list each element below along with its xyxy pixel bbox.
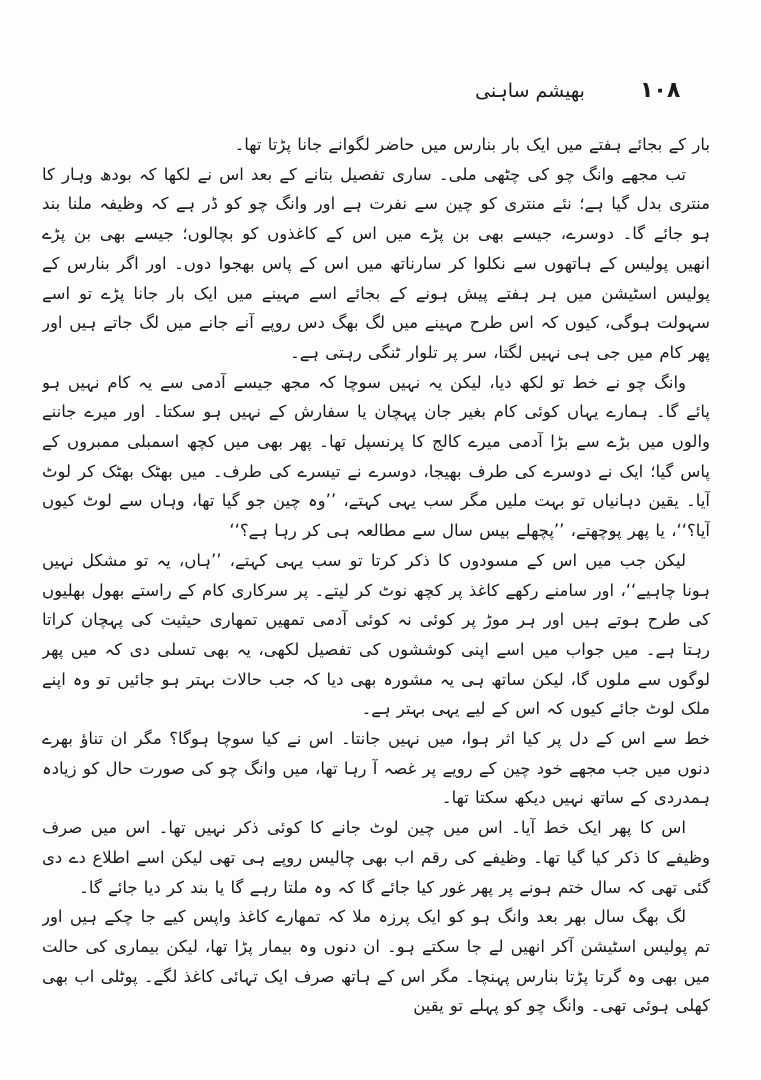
paragraph-1: بار کے بجائے ہفتے میں ایک بار بنارس میں حاضر لگوانے جانا پڑتا تھا۔ <box>234 135 710 154</box>
body-text <box>42 130 710 1030</box>
running-head-author: بھیشم ساہنی <box>475 80 585 102</box>
paragraph-5: خط سے اس کے دل پر کیا اثر ہوا، میں نہیں جانتا۔ اس نے کیا سوچا ہوگا؟ مگر ان تناؤ بھرے دنوں میں جب مجھے خود چین کے رویے پر غصہ آ رہا تھا، میں وانگ چو کی صورت حال کو زیادہ ہمدردی کے ساتھ نہیں دیکھ سکتا تھا۔ <box>42 729 710 808</box>
paragraph-3: وانگ چو نے خط تو لکھ دیا، لیکن یہ نہیں سوچا کہ مجھ جیسے آدمی سے یہ کام نہیں ہو پائے گا۔ ہمارے یہاں کوئی کام بغیر جان پہچان یا سفارش کے نہیں ہو سکتا۔ اور میرے جاننے والوں میں بڑے سے بڑا آدمی میرے کالج کا پرنسپل تھا۔ پھر بھی میں کچھ اسمبلی ممبروں کے پاس گیا؛ ایک نے دوسرے کی طرف بھیجا، دوسرے نے تیسرے کی طرف۔ میں بھٹک بھٹک کر لوٹ آیا۔ یقین دہانیاں تو بہت ملیں مگر سب یہی کہتے، ’’وہ چین جو گیا تھا، وہاں سے لوٹ کیوں آیا؟‘‘، یا پھر پوچھتے، ’’پچھلے بیس سال سے مطالعہ ہی کر رہا ہے؟‘‘ <box>42 372 710 541</box>
paragraph-7: لگ بھگ سال بھر بعد وانگ ہو کو ایک پرزہ ملا کہ تمھارے کاغذ واپس کیے جا چکے ہیں اور تم پولیس اسٹیشن آکر انھیں لے جا سکتے ہو۔ ان دنوں وہ بیمار پڑا تھا، لیکن بیماری کی حالت میں بھی وہ گرتا پڑتا بنارس پہنچا۔ مگر اس کے ہاتھ صرف ایک تہائی کاغذ لگے۔ پوٹلی اب بھی کھلی ہوئی تھی۔ وانگ چو کو پہلے تو یقین <box>42 907 710 1016</box>
paragraph-6: اس کا پھر ایک خط آیا۔ اس میں چین لوٹ جانے کا کوئی ذکر نہیں تھا۔ اس میں صرف وظیفے کا ذکر کیا گیا تھا۔ وظیفے کی رقم اب بھی چالیس روپے ہی تھی لیکن اسے اطلاع دے دی گئی تھی کہ سال ختم ہونے پر پھر غور کیا جائے گا کہ وہ ملتا رہے گا یا بند کر دیا جائے گا۔ <box>42 818 710 897</box>
page-header <box>0 78 761 112</box>
page-number: ۱۰۸ <box>640 78 681 103</box>
paragraph-2: تب مجھے وانگ چو کی چٹھی ملی۔ ساری تفصیل بتانے کے بعد اس نے لکھا کہ بودھ وہار کا منتری بدل گیا ہے؛ نئے منتری کو چین سے نفرت ہے اور وانگ چو کو ڈر ہے کہ وظیفہ ملنا بند ہو جائے گا۔ دوسرے، جیسے بھی بن پڑے میں اس کے کاغذوں کو بچالوں؛ جیسے بھی بن پڑے انھیں پولیس کے ہاتھوں سے نکلوا کر سارناتھ میں اس کے پاس بھجوا دوں۔ اور اگر بنارس کے پولیس اسٹیشن میں ہر ہفتے پیش ہونے کے بجائے اسے مہینے میں ایک بار جانا پڑے تو اسے سہولت ہوگی، کیوں کہ اس طرح مہینے میں لگ بھگ دس روپے آنے جانے میں لگ جاتے ہیں اور پھر کام میں جی ہی نہیں لگتا، سر پر تلوار ٹنگی رہتی ہے۔ <box>42 164 710 362</box>
paragraph-4: لیکن جب میں اس کے مسودوں کا ذکر کرتا تو سب یہی کہتے، ’’ہاں، یہ تو مشکل نہیں ہونا چاہیے‘‘، اور سامنے رکھے کاغذ پر کچھ نوٹ کر لیتے۔ پر سرکاری کام کے راستے بھول بھلیوں کی طرح ہوتے ہیں اور ہر موڑ پر کوئی نہ کوئی آدمی تمھیں تمھاری حیثیت کی پہچان کراتا رہتا ہے۔ میں جواب میں اسے اپنی کوششوں کی تفصیل لکھی، یہ بھی تسلی دی کہ میں پھر لوگوں سے ملوں گا، لیکن ساتھ ہی یہ مشورہ بھی دیا کہ جب حالات بہتر ہو جائیں تو وہ اپنے ملک لوٹ جائے کیوں کہ اس کے لیے یہی بہتر ہے۔ <box>42 550 710 719</box>
